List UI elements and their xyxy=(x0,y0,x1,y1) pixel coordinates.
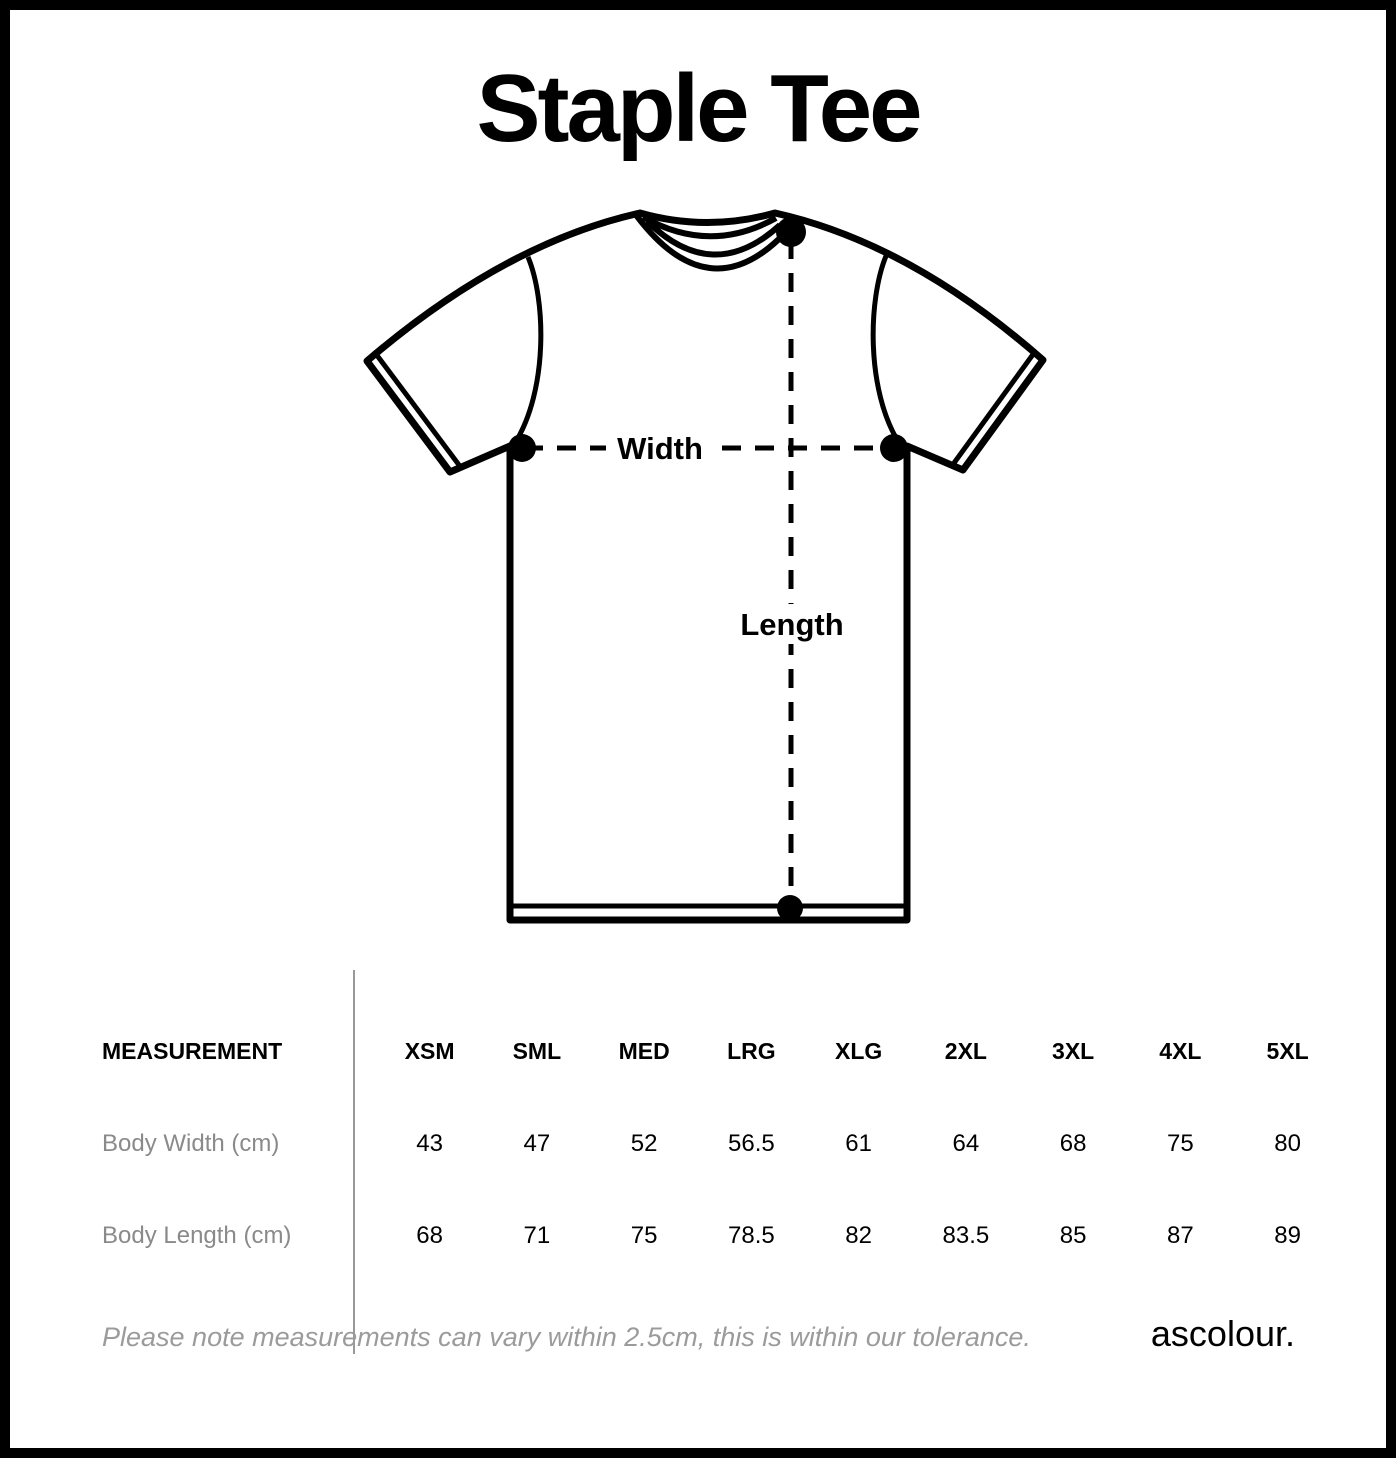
value-cell: 83.5 xyxy=(942,1222,990,1249)
value-cell: 64 xyxy=(952,1130,980,1157)
hem-point-dot xyxy=(777,895,803,921)
neck-point-dot xyxy=(776,217,806,247)
width-label: Width xyxy=(617,431,703,466)
table-divider xyxy=(353,970,355,1354)
page-title: Staple Tee xyxy=(476,55,920,162)
row-label: Body Length (cm) xyxy=(102,1222,292,1249)
right-armpit-dot xyxy=(880,434,908,462)
brand-logo: ascolour. xyxy=(1150,1313,1295,1354)
value-cell: 75 xyxy=(1167,1130,1194,1157)
value-cell: 78.5 xyxy=(728,1222,775,1249)
value-cell: 82 xyxy=(845,1222,872,1249)
size-header: 3XL xyxy=(1052,1038,1095,1064)
size-header: 4XL xyxy=(1159,1038,1202,1064)
value-cell: 52 xyxy=(630,1130,658,1157)
value-cell: 68 xyxy=(1059,1130,1087,1157)
size-header: XSM xyxy=(404,1038,455,1064)
size-header: SML xyxy=(512,1038,562,1064)
size-header: LRG xyxy=(727,1038,776,1064)
tolerance-note: Please note measurements can vary within 2.5cm, this is within our tolerance. xyxy=(102,1322,1031,1352)
value-cell: 56.5 xyxy=(728,1130,775,1157)
value-cell: 80 xyxy=(1274,1130,1301,1157)
size-header: XLG xyxy=(834,1038,883,1064)
size-header: MED xyxy=(618,1038,670,1064)
size-header: 5XL xyxy=(1266,1038,1309,1064)
size-header-cells xyxy=(376,1038,1341,1065)
size-header: 2XL xyxy=(944,1038,987,1064)
tshirt-diagram xyxy=(350,195,1070,935)
value-cell: 89 xyxy=(1274,1222,1301,1249)
value-cell: 75 xyxy=(630,1222,658,1249)
value-cell: 61 xyxy=(845,1130,872,1157)
value-cell: 71 xyxy=(523,1222,551,1249)
value-cells xyxy=(376,1130,1341,1158)
tshirt-outline xyxy=(367,213,1043,920)
table-row-body-width xyxy=(10,1130,1386,1162)
value-cells xyxy=(376,1222,1341,1250)
length-label: Length xyxy=(740,607,844,642)
left-armpit-dot xyxy=(508,434,536,462)
value-cell: 43 xyxy=(416,1130,443,1157)
tshirt-diagram-svg xyxy=(350,195,1070,935)
row-label: Body Width (cm) xyxy=(102,1130,280,1157)
measurement-header: MEASUREMENT xyxy=(102,1038,283,1064)
value-cell: 47 xyxy=(523,1130,551,1157)
value-cell: 85 xyxy=(1059,1222,1087,1249)
value-cell: 87 xyxy=(1167,1222,1194,1249)
table-header-row xyxy=(10,1038,1386,1070)
value-cell: 68 xyxy=(416,1222,443,1249)
table-row-body-length xyxy=(10,1222,1386,1254)
